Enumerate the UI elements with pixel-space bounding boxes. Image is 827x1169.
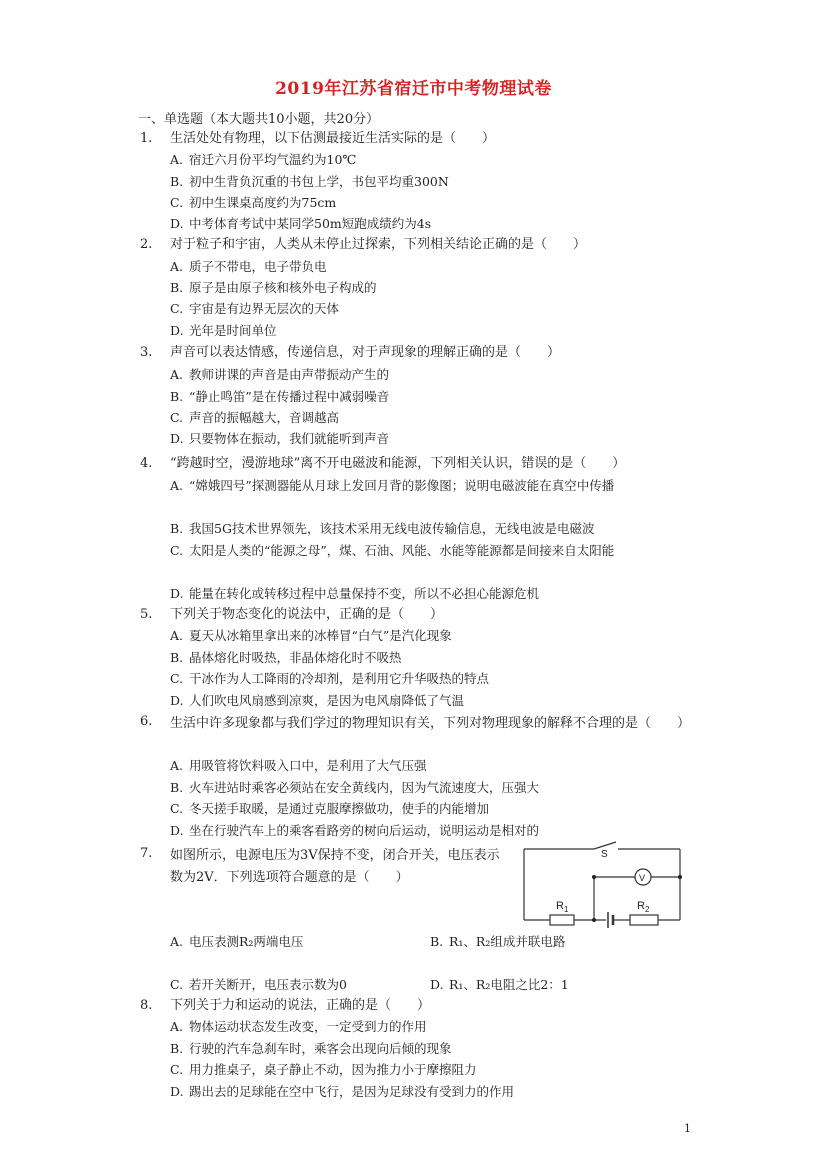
option-text: 行驶的汽车急刹车时，乘客会出现向后倾的现象	[189, 1041, 452, 1056]
question-number: 5.	[140, 607, 153, 622]
option-label: C.	[170, 543, 184, 558]
option-c	[170, 1061, 477, 1079]
option-label: A.	[170, 259, 184, 274]
question-number: 3.	[140, 345, 153, 360]
option-a	[170, 151, 356, 169]
option-label: B.	[170, 521, 184, 536]
circuit-diagram	[520, 840, 685, 930]
option-label: D.	[430, 977, 444, 992]
option-label: C.	[170, 977, 184, 992]
option-label: B.	[170, 174, 184, 189]
option-text: 太阳是人类的“能源之母”，煤、石油、风能、水能等能源都是间接来自太阳能	[189, 543, 615, 558]
option-text: 原子是由原子核和核外电子构成的	[189, 280, 377, 295]
option-label: D.	[170, 823, 184, 838]
option-d	[170, 215, 431, 233]
option-label: C.	[170, 801, 184, 816]
option-a	[170, 933, 303, 951]
option-label: B.	[170, 280, 184, 295]
option-text: 用力推桌子，桌子静止不动，因为推力小于摩擦阻力	[189, 1062, 477, 1077]
question-text: 如图所示，电源电压为3V保持不变，闭合开关，电压表示数为2V．下列选项符合题意的是（ ）	[170, 848, 500, 885]
voltmeter-label: V	[639, 873, 646, 883]
option-b	[170, 279, 377, 297]
option-text: 晶体熔化时吸热，非晶体熔化时不吸热	[189, 650, 402, 665]
option-a	[170, 475, 690, 496]
option-b	[170, 649, 402, 667]
option-text: 踢出去的足球能在空中飞行，是因为足球没有受到力的作用	[189, 1084, 515, 1099]
option-label: B.	[170, 650, 184, 665]
junction-dot	[592, 918, 596, 922]
option-label: A.	[170, 758, 184, 773]
question-number: 7.	[140, 846, 153, 861]
option-label: C.	[170, 671, 184, 686]
option-text: 质子不带电，电子带负电	[189, 259, 327, 274]
option-label: D.	[170, 431, 184, 446]
option-c	[170, 300, 339, 318]
junction-dot	[592, 875, 596, 879]
option-label: B.	[170, 780, 184, 795]
option-label: D.	[170, 216, 184, 231]
option-text: 冬天搓手取暖，是通过克服摩擦做功，使手的内能增加	[189, 801, 490, 816]
option-label: A.	[170, 478, 184, 493]
option-text: 干冰作为人工降雨的冷却剂，是利用它升华吸热的特点	[189, 671, 490, 686]
option-label: A.	[170, 628, 184, 643]
option-text: 能量在转化或转移过程中总量保持不变，所以不必担心能源危机	[189, 586, 540, 601]
option-text: 人们吹电风扇感到凉爽，是因为电风扇降低了气温	[189, 693, 465, 708]
question-text: 下列关于物态变化的说法中，正确的是（ ）	[170, 607, 444, 622]
option-label: D.	[170, 323, 184, 338]
page-number: 1	[684, 1122, 691, 1135]
junction-dot	[678, 875, 682, 879]
option-text: 坐在行驶汽车上的乘客看路旁的树向后运动，说明运动是相对的	[189, 823, 540, 838]
option-text: 我国5G技术世界领先，该技术采用无线电波传输信息，无线电波是电磁波	[189, 521, 595, 536]
option-text: 初中生背负沉重的书包上学，书包平均重300N	[189, 174, 449, 189]
option-c	[170, 976, 347, 994]
switch-label: S	[601, 849, 608, 860]
option-label: D.	[170, 1084, 184, 1099]
r2-symbol: R	[637, 900, 645, 912]
option-text: 初中生课桌高度约为75cm	[189, 195, 337, 210]
option-c	[170, 670, 489, 688]
option-d	[170, 822, 539, 840]
option-a	[170, 258, 327, 276]
option-d	[170, 322, 277, 340]
switch-blade	[594, 842, 616, 849]
section-heading: 一、单选题（本大题共10小题，共20分）	[138, 112, 380, 127]
option-label: A.	[170, 367, 184, 382]
option-text: 物体运动状态发生改变，一定受到力的作用	[189, 1019, 427, 1034]
option-label: C.	[170, 1062, 184, 1077]
option-text: 若开关断开，电压表示数为0	[189, 977, 347, 992]
question-number: 8.	[140, 998, 153, 1013]
option-c	[170, 540, 690, 561]
option-text: 火车进站时乘客必须站在安全黄线内，因为气流速度大，压强大	[189, 780, 540, 795]
question-text: 下列关于力和运动的说法，正确的是（ ）	[170, 998, 431, 1013]
option-text: 教师讲课的声音是由声带振动产生的	[189, 367, 390, 382]
option-label: B.	[170, 389, 184, 404]
option-text: 声音的振幅越大，音调越高	[189, 410, 340, 425]
option-d	[430, 976, 569, 994]
option-text: 宇宙是有边界无层次的天体	[189, 301, 340, 316]
option-text: R₁、R₂组成并联电路	[449, 934, 566, 949]
question-text: 声音可以表达情感，传递信息，对于声现象的理解正确的是（ ）	[170, 345, 561, 360]
option-a	[170, 757, 427, 775]
r1-label	[556, 900, 569, 914]
option-label: D.	[170, 693, 184, 708]
option-d	[170, 430, 389, 448]
question-text: 对于粒子和宇宙，人类从未停止过探索，下列相关结论正确的是（ ）	[170, 237, 587, 252]
r1-subscript: 1	[563, 905, 569, 914]
option-text: “静止鸣笛”是在传播过程中减弱噪音	[189, 389, 390, 404]
r2-subscript: 2	[644, 905, 650, 914]
question-text: 生活中许多现象都与我们学过的物理知识有关，下列对物理现象的解释不合理的是（ ）	[170, 716, 691, 731]
option-b	[170, 1040, 452, 1058]
question-number: 2.	[140, 237, 153, 252]
option-a	[170, 366, 389, 384]
option-text: 电压表测R₂两端电压	[189, 934, 304, 949]
option-text: R₁、R₂电阻之比2：1	[449, 977, 569, 992]
option-text: 中考体育考试中某同学50m短跑成绩约为4s	[189, 216, 432, 231]
option-d	[170, 692, 464, 710]
option-label: A.	[170, 152, 184, 167]
option-d	[170, 1083, 514, 1101]
option-text: 宿迁六月份平均气温约为10℃	[189, 152, 357, 167]
option-b	[170, 173, 449, 191]
option-label: D.	[170, 586, 184, 601]
option-text: 用吸管将饮料吸入口中，是利用了大气压强	[189, 758, 427, 773]
option-text: 光年是时间单位	[189, 323, 277, 338]
question-number: 6.	[140, 714, 153, 729]
option-b	[170, 779, 539, 797]
option-label: C.	[170, 301, 184, 316]
option-b	[430, 933, 565, 951]
question-number: 4.	[140, 456, 153, 471]
question-text: “跨越时空，漫游地球”离不开电磁波和能源，下列相关认识，错误的是（ ）	[170, 456, 626, 471]
resistor-r1	[550, 915, 574, 925]
option-label: B.	[430, 934, 444, 949]
option-c	[170, 409, 339, 427]
option-text: “嫦娥四号”探测器能从月球上发回月背的影像图；说明电磁波能在真空中传播	[189, 478, 615, 493]
option-a	[170, 627, 452, 645]
option-text: 只要物体在振动，我们就能听到声音	[189, 431, 390, 446]
option-b	[170, 388, 389, 406]
option-text: 夏天从冰箱里拿出来的冰棒冒“白气”是汽化现象	[189, 628, 452, 643]
option-label: C.	[170, 195, 184, 210]
r1-symbol: R	[556, 900, 564, 912]
option-b	[170, 520, 594, 538]
page-title: 2019年江苏省宿迁市中考物理试卷	[275, 79, 552, 99]
resistor-r2	[630, 915, 658, 925]
option-a	[170, 1018, 427, 1036]
option-c	[170, 194, 336, 212]
option-label: B.	[170, 1041, 184, 1056]
option-label: A.	[170, 1019, 184, 1034]
option-label: A.	[170, 934, 184, 949]
question-number: 1.	[140, 131, 153, 146]
option-label: C.	[170, 410, 184, 425]
r2-label	[637, 900, 650, 914]
question-text: 生活处处有物理，以下估测最接近生活实际的是（ ）	[170, 131, 496, 146]
option-d	[170, 585, 539, 603]
option-c	[170, 800, 489, 818]
